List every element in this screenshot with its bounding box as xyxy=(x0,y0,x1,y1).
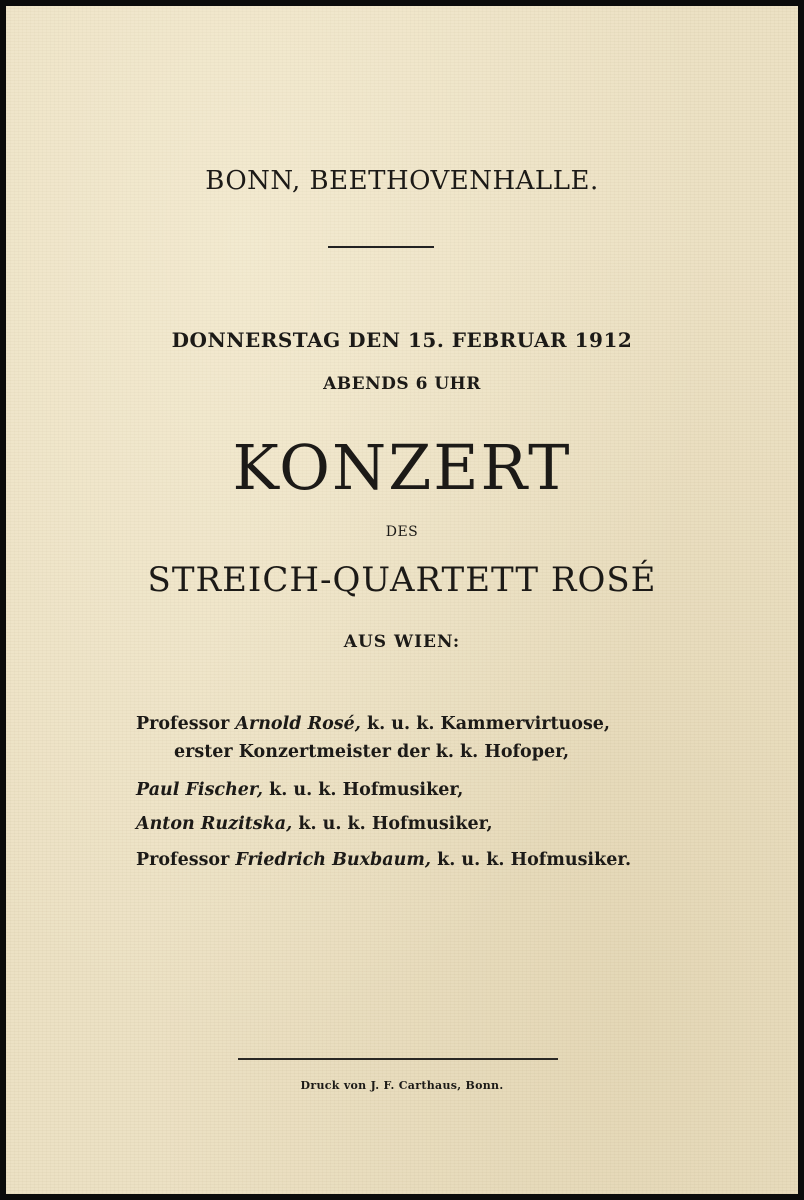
program-title: KONZERT xyxy=(232,431,572,504)
event-time: ABENDS 6 UHR xyxy=(323,374,481,394)
title-connector: DES xyxy=(385,524,419,540)
concert-program-page xyxy=(6,6,798,1194)
member-role: k. u. k. Kammervirtuose, xyxy=(366,714,611,734)
event-date: DONNERSTAG DEN 15. FEBRUAR 1912 xyxy=(171,328,633,352)
top-divider xyxy=(328,246,434,248)
member-name: Arnold Rosé, xyxy=(235,714,361,734)
member-prefix: Professor xyxy=(136,850,230,870)
venue-heading: BONN, BEETHOVENHALLE. xyxy=(205,166,599,196)
ensemble-name: STREICH-QUARTETT ROSÉ xyxy=(147,560,657,600)
member-3 xyxy=(136,814,493,834)
member-1 xyxy=(136,714,610,734)
member-name: Anton Ruzitska, xyxy=(136,814,293,834)
member-1-role-continued: erster Konzertmeister der k. k. Hofoper, xyxy=(174,742,570,762)
member-4 xyxy=(136,850,631,870)
member-role: k. u. k. Hofmusiker, xyxy=(298,814,493,834)
member-2 xyxy=(136,780,463,800)
printer-credit: Druck von J. F. Carthaus, Bonn. xyxy=(300,1079,504,1092)
member-role: k. u. k. Hofmusiker, xyxy=(269,780,464,800)
member-name: Friedrich Buxbaum, xyxy=(235,850,431,870)
member-name: Paul Fischer, xyxy=(136,780,263,800)
member-prefix: Professor xyxy=(136,714,230,734)
member-role: k. u. k. Hofmusiker. xyxy=(437,850,632,870)
bottom-divider xyxy=(238,1058,558,1060)
ensemble-origin: AUS WIEN: xyxy=(343,632,461,652)
